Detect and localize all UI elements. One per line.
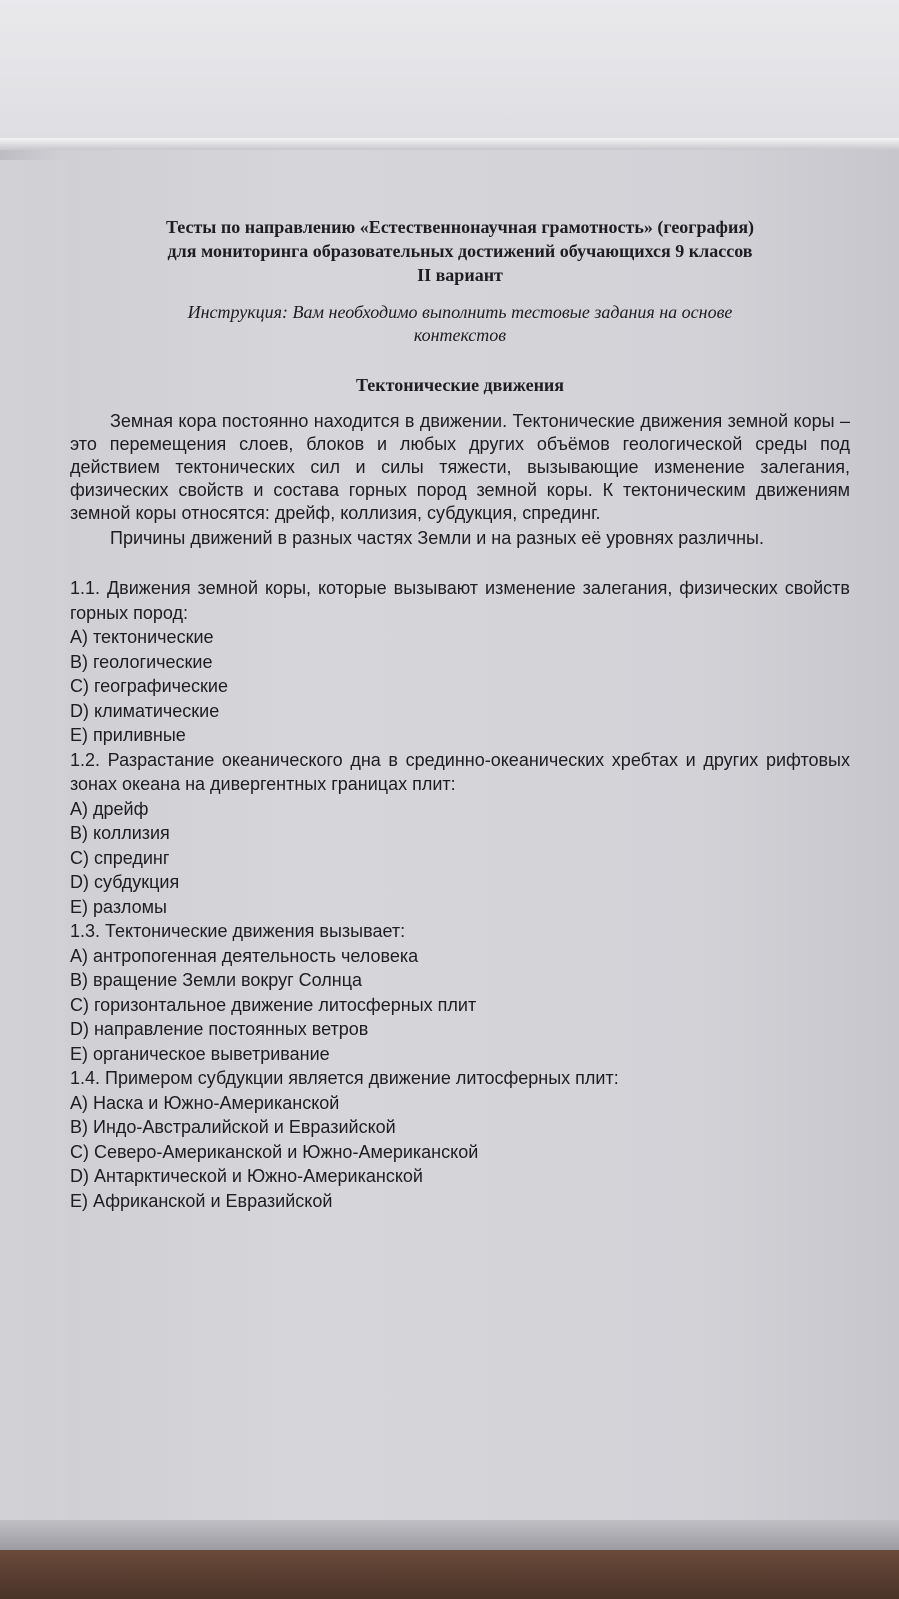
- context-paragraph-2: Причины движений в разных частях Земли и на разных её уровнях различны.: [110, 528, 764, 548]
- question-block: [70, 748, 850, 920]
- instruction: [70, 301, 850, 347]
- header-line-2: для мониторинга образовательных достижений обучающихся 9 классов: [167, 241, 753, 261]
- answer-option: E) органическое выветривание: [70, 1043, 330, 1064]
- questions-list: [70, 576, 850, 1213]
- answer-option: D) субдукция: [70, 872, 180, 892]
- answer-option: C) географические: [70, 676, 228, 696]
- folder-edge: [0, 138, 899, 150]
- variant-label: II вариант: [417, 265, 503, 285]
- answer-option: D) Антарктической и Южно-Американской: [70, 1166, 423, 1186]
- answer-option: C) горизонтальное движение литосферных плит: [70, 994, 477, 1015]
- question-block: [70, 576, 850, 748]
- instruction-line-2: контекстов: [413, 325, 507, 345]
- table-surface: [0, 1550, 899, 1599]
- document-header: [70, 215, 850, 287]
- answer-option: E) Африканской и Евразийской: [70, 1190, 333, 1211]
- section-title: Тектонические движения: [355, 375, 565, 395]
- answer-option: B) Индо-Австралийской и Евразийской: [70, 1117, 396, 1137]
- answer-option: A) антропогенная деятельность человека: [70, 945, 419, 966]
- answer-option: B) коллизия: [70, 823, 170, 843]
- sheet-bottom-edge: [0, 1520, 899, 1550]
- answer-option: E) приливные: [70, 725, 186, 745]
- answer-option: B) вращение Земли вокруг Солнца: [70, 970, 363, 990]
- answer-option: C) спрединг: [70, 847, 170, 868]
- context-paragraph-1: Земная кора постоянно находится в движении. Тектонические движения земной коры – это перемещения слоев, блоков и любых других объёмов геологической среды под действием тектонических сил и силы тяжести, вызывающие изменение залегания, физических свойств и состава горных пород земной коры. К тектоническим движениям земной коры относятся: дрейф, коллизия, субдукция, спрединг.: [70, 411, 850, 523]
- answer-option: D) направление постоянных ветров: [70, 1019, 369, 1039]
- question-block: [70, 1066, 850, 1213]
- answer-option: A) Наска и Южно-Американской: [70, 1092, 340, 1113]
- background-wall: [0, 0, 899, 150]
- answer-option: B) геологические: [70, 651, 213, 672]
- question-text: 1.3. Тектонические движения вызывает:: [70, 921, 406, 941]
- answer-option: D) климатические: [70, 700, 220, 721]
- instruction-line-1: Инструкция: Вам необходимо выполнить тестовые задания на основе: [187, 302, 733, 322]
- answer-option: C) Северо-Американской и Южно-Американской: [70, 1141, 479, 1162]
- question-text: 1.4. Примером субдукции является движение литосферных плит:: [70, 1068, 619, 1088]
- question-block: [70, 919, 850, 1066]
- plastic-sleeve-glare: [0, 160, 70, 1520]
- question-text: 1.2. Разрастание океанического дна в срединно-океанических хребтах и других рифтовых зонах океана на дивергентных границах плит:: [70, 749, 850, 794]
- answer-option: A) дрейф: [70, 798, 149, 819]
- document-page: [70, 215, 850, 1335]
- header-line-1: Тесты по направлению «Естественнонаучная грамотность» (география): [165, 217, 755, 237]
- question-text: 1.1. Движения земной коры, которые вызывают изменение залегания, физических свойств горных пород:: [70, 578, 850, 623]
- answer-option: A) тектонические: [70, 627, 214, 647]
- answer-option: E) разломы: [70, 896, 167, 917]
